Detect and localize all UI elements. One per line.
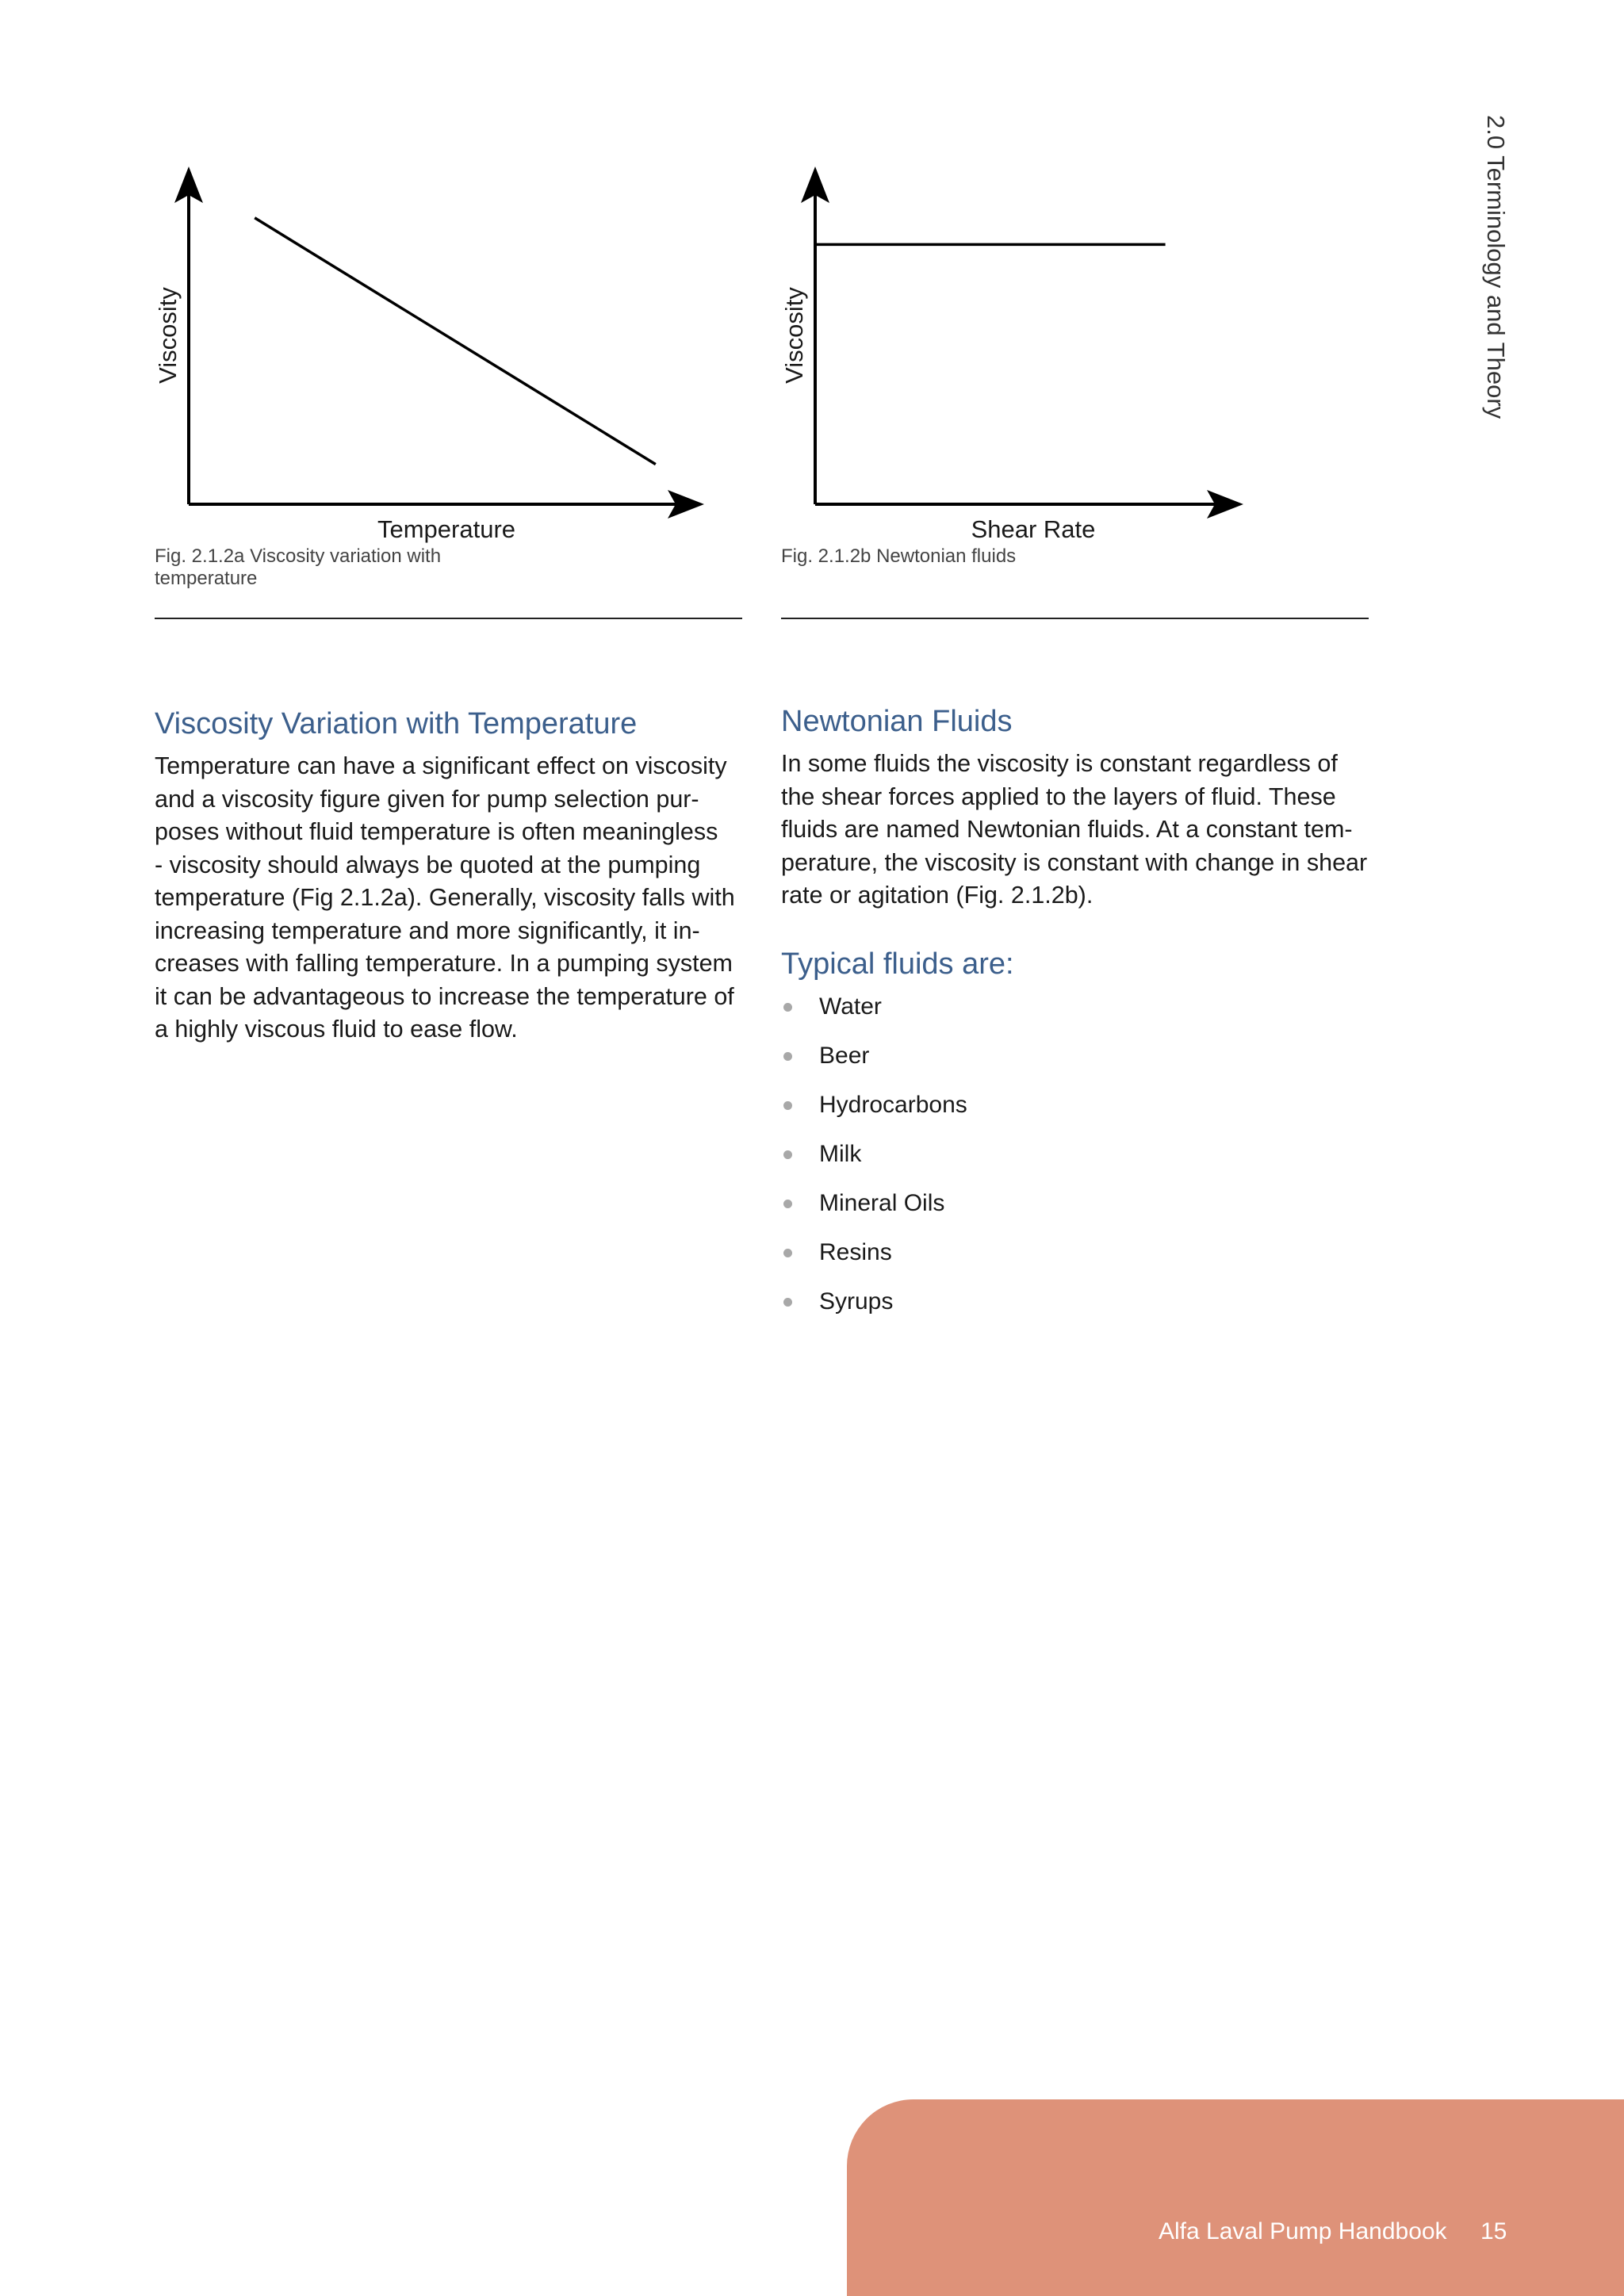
- list-item: [781, 1188, 967, 1238]
- typical-fluids-subheading: Typical fluids are:: [781, 947, 1014, 981]
- bullet-icon: [783, 1101, 792, 1110]
- bullet-icon: [783, 1298, 792, 1307]
- fluid-name: Beer: [819, 1043, 870, 1069]
- figure-b-x-axis-label: Shear Rate: [971, 515, 1096, 543]
- bullet-icon: [783, 1249, 792, 1257]
- bullet-icon: [783, 1052, 792, 1061]
- section-heading-newtonian-fluids: Newtonian Fluids: [781, 705, 1013, 738]
- paragraph-line: increasing temperature and more significantly, it in-: [155, 916, 700, 944]
- list-item: [781, 1287, 967, 1336]
- newtonian-fluids-paragraph: [781, 748, 1367, 913]
- paragraph-line: - viscosity should always be quoted at the pumping: [155, 851, 701, 878]
- paragraph-line: In some fluids the viscosity is constant regardless of: [781, 750, 1338, 777]
- typical-fluids-list: [781, 992, 967, 1336]
- figure-a-x-axis-label: Temperature: [377, 515, 516, 543]
- list-item: [781, 1139, 967, 1188]
- paragraph-line: a highly viscous fluid to ease flow.: [155, 1016, 518, 1043]
- paragraph-line: it can be advantageous to increase the temperature of: [155, 982, 734, 1010]
- figure-b-caption: [781, 545, 1016, 568]
- figure-b-divider: [781, 618, 1369, 619]
- fluid-name: Hydrocarbons: [819, 1092, 967, 1118]
- figure-a-caption: [155, 545, 441, 590]
- figure-a-y-axis-label: Viscosity: [154, 287, 182, 384]
- fluid-name: Resins: [819, 1239, 892, 1265]
- viscosity-temperature-paragraph: [155, 750, 735, 1047]
- fluid-name: Syrups: [819, 1288, 894, 1314]
- figure-a-caption-line-1: Fig. 2.1.2a Viscosity variation with: [155, 545, 442, 567]
- fluid-name: Milk: [819, 1141, 862, 1167]
- bullet-icon: [783, 1003, 792, 1012]
- paragraph-line: and a viscosity figure given for pump selection pur-: [155, 785, 699, 813]
- paragraph-line: Temperature can have a significant effect on viscosity: [155, 752, 727, 779]
- paragraph-line: perature, the viscosity is constant with change in shear: [781, 848, 1368, 876]
- list-item: [781, 1090, 967, 1139]
- figure-a-caption-line-2: temperature: [155, 568, 258, 589]
- paragraph-line: fluids are named Newtonian fluids. At a constant tem-: [781, 816, 1353, 843]
- footer-panel: [847, 2099, 1624, 2296]
- section-heading-viscosity-temperature: Viscosity Variation with Temperature: [155, 707, 638, 740]
- paragraph-line: poses without fluid temperature is often meaningless: [155, 818, 718, 845]
- list-item: [781, 1041, 967, 1090]
- figure-b-caption-line-1: Fig. 2.1.2b Newtonian fluids: [781, 545, 1017, 567]
- bullet-icon: [783, 1200, 792, 1208]
- paragraph-line: rate or agitation (Fig. 2.1.2b).: [781, 882, 1094, 909]
- list-item: [781, 992, 967, 1041]
- figure-a-divider: [155, 618, 742, 619]
- figure-a-series-line-0: [255, 218, 656, 465]
- list-item: [781, 1238, 967, 1287]
- bullet-icon: [783, 1150, 792, 1159]
- figure-viscosity-vs-temperature: [0, 0, 1624, 603]
- figure-b-y-axis-label: Viscosity: [780, 287, 808, 384]
- paragraph-line: the shear forces applied to the layers of fluid. These: [781, 783, 1336, 810]
- side-running-title: 2.0 Terminology and Theory: [1482, 115, 1510, 419]
- paragraph-line: temperature (Fig 2.1.2a). Generally, viscosity falls with: [155, 884, 735, 911]
- page-number: 15: [1480, 2218, 1507, 2244]
- footer-title: Alfa Laval Pump Handbook: [1159, 2218, 1447, 2244]
- paragraph-line: creases with falling temperature. In a pumping system: [155, 950, 733, 977]
- fluid-name: Water: [819, 993, 882, 1020]
- fluid-name: Mineral Oils: [819, 1190, 945, 1216]
